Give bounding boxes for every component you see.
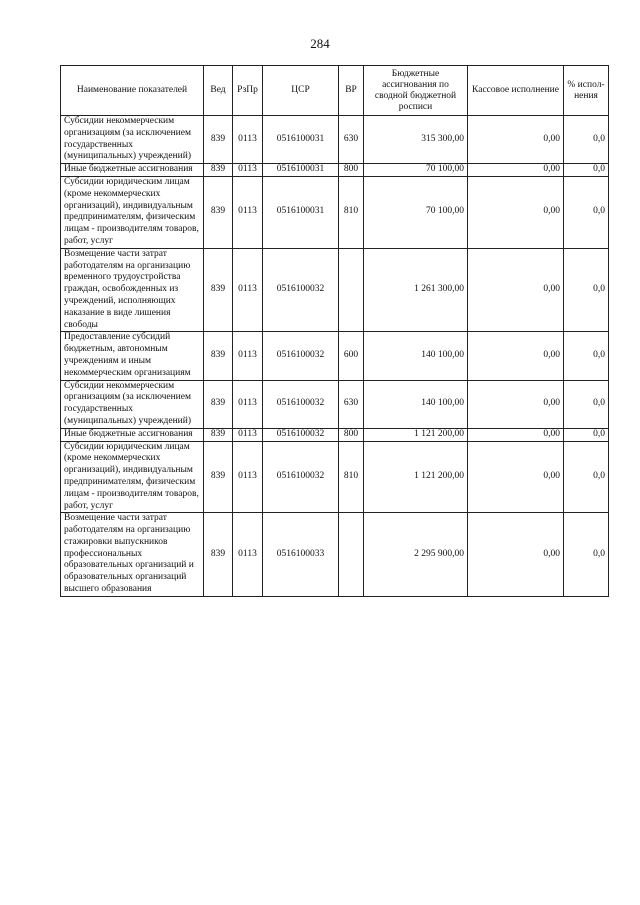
table-row: [61, 248, 609, 332]
cell-vr: [339, 513, 364, 597]
cell-vr: 600: [339, 332, 364, 380]
cell-rzpr: 0113: [233, 513, 263, 597]
cell-budget: 315 300,00: [364, 116, 468, 164]
cell-pct: 0,0: [564, 164, 609, 177]
cell-rzpr: 0113: [233, 441, 263, 513]
cell-rzpr: 0113: [233, 176, 263, 248]
header-csr: ЦСР: [263, 66, 339, 116]
cell-ved: 839: [204, 428, 233, 441]
cell-rzpr: 0113: [233, 164, 263, 177]
cell-pct: 0,0: [564, 248, 609, 332]
cell-rzpr: 0113: [233, 116, 263, 164]
cell-vr: 800: [339, 428, 364, 441]
cell-pct: 0,0: [564, 380, 609, 428]
cell-name: Субсидии некоммерческим организациям (за исключением государственных (муниципальных) учреждений): [61, 380, 204, 428]
table-row: [61, 332, 609, 380]
cell-ved: 839: [204, 176, 233, 248]
cell-budget: 1 261 300,00: [364, 248, 468, 332]
cell-name: Предоставление субсидий бюджетным, автономным учреждениям и иным некоммерческим организациям: [61, 332, 204, 380]
cell-cash: 0,00: [468, 332, 564, 380]
page-number: 284: [310, 36, 330, 51]
budget-table: [60, 65, 609, 597]
cell-name: Возмещение части затрат работодателям на организацию стажировки выпускников профессиональных образовательных организаций и образовательных организаций высшего образования: [61, 513, 204, 597]
table-row: [61, 513, 609, 597]
cell-cash: 0,00: [468, 176, 564, 248]
cell-csr: 0516100033: [263, 513, 339, 597]
cell-name: Иные бюджетные ассигнования: [61, 164, 204, 177]
cell-budget: 70 100,00: [364, 176, 468, 248]
cell-name: Субсидии некоммерческим организациям (за исключением государственных (муниципальных) учреждений): [61, 116, 204, 164]
cell-ved: 839: [204, 116, 233, 164]
cell-csr: 0516100032: [263, 428, 339, 441]
cell-rzpr: 0113: [233, 380, 263, 428]
cell-csr: 0516100032: [263, 332, 339, 380]
cell-rzpr: 0113: [233, 428, 263, 441]
cell-vr: 800: [339, 164, 364, 177]
table-row: [61, 116, 609, 164]
header-cash: Кассовое исполнение: [468, 66, 564, 116]
cell-cash: 0,00: [468, 164, 564, 177]
header-vr: ВР: [339, 66, 364, 116]
cell-cash: 0,00: [468, 428, 564, 441]
header-name: Наименование показателей: [61, 66, 204, 116]
header-budget: Бюджетные ассигнования по сводной бюджетной росписи: [364, 66, 468, 116]
cell-csr: 0516100031: [263, 176, 339, 248]
cell-ved: 839: [204, 332, 233, 380]
cell-vr: 630: [339, 116, 364, 164]
cell-cash: 0,00: [468, 513, 564, 597]
cell-cash: 0,00: [468, 116, 564, 164]
header-pct: % испол-нения: [564, 66, 609, 116]
cell-csr: 0516100032: [263, 248, 339, 332]
cell-csr: 0516100032: [263, 380, 339, 428]
cell-vr: 630: [339, 380, 364, 428]
cell-name: Субсидии юридическим лицам (кроме некоммерческих организаций), индивидуальным предпринимателям, физическим лицам - производителям товаров, работ, услуг: [61, 441, 204, 513]
table-row: [61, 380, 609, 428]
cell-csr: 0516100031: [263, 116, 339, 164]
cell-csr: 0516100032: [263, 441, 339, 513]
header-rzpr: РзПр: [233, 66, 263, 116]
cell-pct: 0,0: [564, 176, 609, 248]
cell-ved: 839: [204, 441, 233, 513]
cell-name: Возмещение части затрат работодателям на организацию временного трудоустройства граждан, освобожденных из учреждений, исполняющих наказание в виде лишения свободы: [61, 248, 204, 332]
table-row: [61, 176, 609, 248]
cell-budget: 1 121 200,00: [364, 441, 468, 513]
table-body: [61, 116, 609, 597]
table-row: [61, 164, 609, 177]
cell-budget: 140 100,00: [364, 380, 468, 428]
cell-pct: 0,0: [564, 441, 609, 513]
cell-pct: 0,0: [564, 116, 609, 164]
cell-ved: 839: [204, 248, 233, 332]
cell-cash: 0,00: [468, 380, 564, 428]
cell-cash: 0,00: [468, 248, 564, 332]
table-header-row: [61, 66, 609, 116]
table-row: [61, 441, 609, 513]
cell-budget: 140 100,00: [364, 332, 468, 380]
cell-csr: 0516100031: [263, 164, 339, 177]
cell-budget: 70 100,00: [364, 164, 468, 177]
cell-budget: 1 121 200,00: [364, 428, 468, 441]
cell-pct: 0,0: [564, 332, 609, 380]
cell-vr: 810: [339, 176, 364, 248]
cell-pct: 0,0: [564, 428, 609, 441]
table-row: [61, 428, 609, 441]
header-ved: Вед: [204, 66, 233, 116]
cell-ved: 839: [204, 380, 233, 428]
cell-budget: 2 295 900,00: [364, 513, 468, 597]
cell-pct: 0,0: [564, 513, 609, 597]
cell-vr: 810: [339, 441, 364, 513]
cell-ved: 839: [204, 164, 233, 177]
cell-rzpr: 0113: [233, 248, 263, 332]
cell-name: Субсидии юридическим лицам (кроме некоммерческих организаций), индивидуальным предпринимателям, физическим лицам - производителям товаров, работ, услуг: [61, 176, 204, 248]
cell-ved: 839: [204, 513, 233, 597]
cell-cash: 0,00: [468, 441, 564, 513]
cell-name: Иные бюджетные ассигнования: [61, 428, 204, 441]
cell-vr: [339, 248, 364, 332]
cell-rzpr: 0113: [233, 332, 263, 380]
